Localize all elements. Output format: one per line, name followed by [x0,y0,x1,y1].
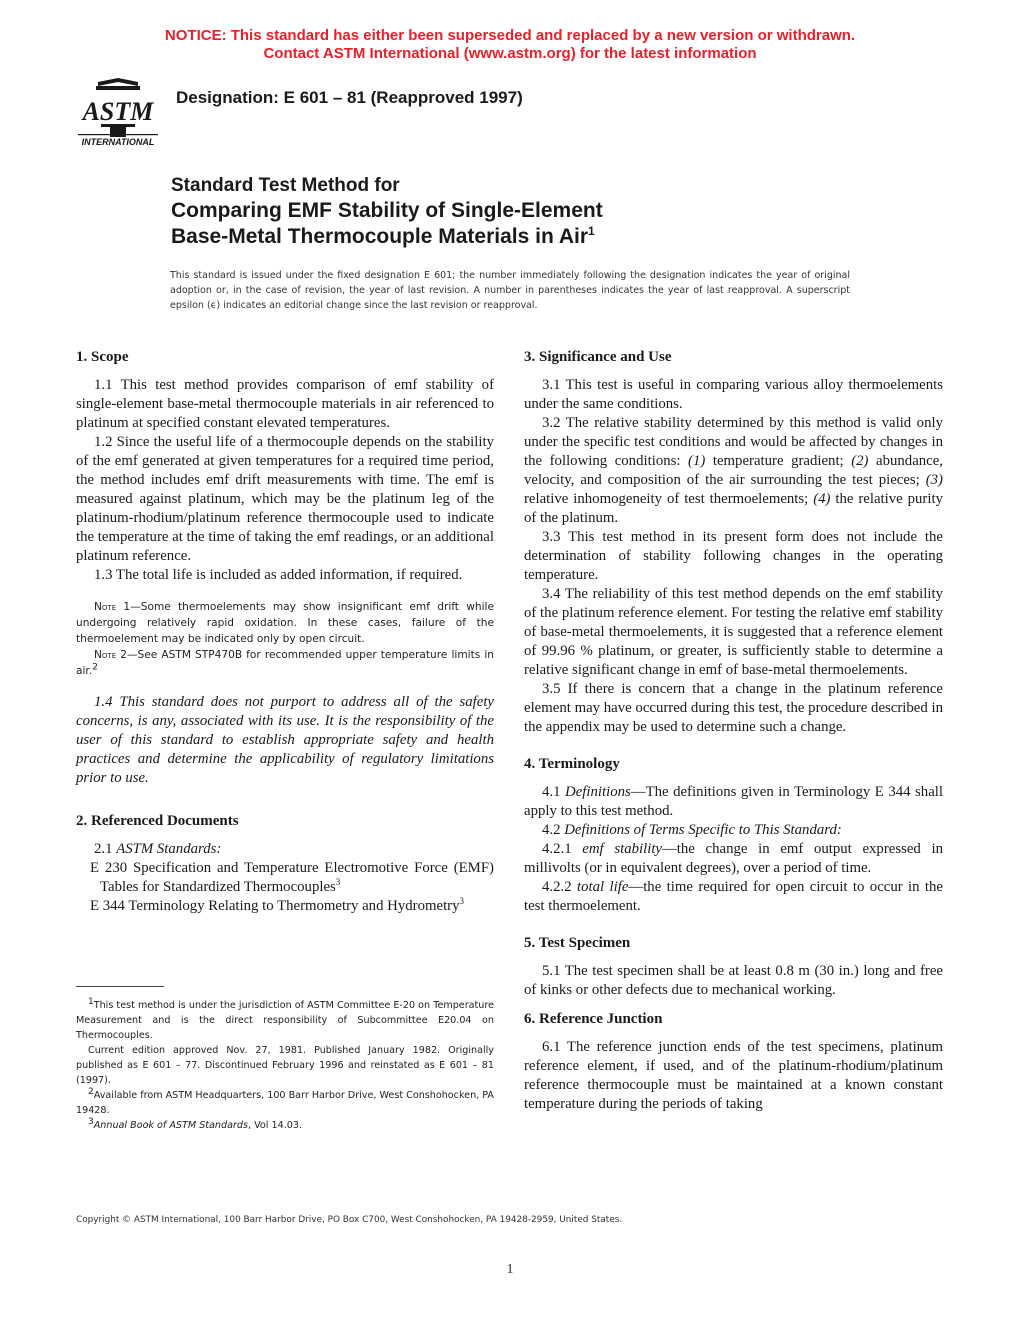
title-line-3-text: Base-Metal Thermocouple Materials in Air [171,225,588,248]
notice-banner [0,27,1020,63]
para-4-2 [524,821,943,840]
section-3-heading: 3. Significance and Use [524,349,672,365]
note-2 [76,647,494,679]
logo-text: ASTM [82,97,154,126]
para-3-2-d: relative inhomogeneity of test thermoelements; [524,491,814,507]
para-2-1-text: ASTM Standards: [116,841,222,857]
para-4-2-2-term: total life [576,879,629,895]
issuance-statement: This standard is issued under the fixed designation E 601; the number immediately following the designation indicates the year of original adoption or, in the case of revision, the year of last revision. A number in parentheses indicates the year of last reapproval. A superscript epsilon (ϵ) indicates an editorial change since the last revision or reapproval. [170,270,850,311]
ref-e230-mark: 3 [335,877,341,888]
title-line-2: Comparing EMF Stability of Single-Element [171,199,603,222]
footnote-1-b: Current edition approved Nov. 27, 1981. Published January 1982. Originally published as E 601 – 77. Discontinued February 1996 and reinstated as E 601 – 81 (1997). [76,1045,494,1086]
condition-3: (3) [925,472,943,488]
astm-logo [76,74,160,148]
footnote-rule [76,986,164,987]
para-4-2-num: 4.2 [542,822,565,838]
footnote-1 [76,998,494,1043]
para-4-2-1-term: emf stability [582,841,662,857]
footnote-2 [76,1088,494,1118]
condition-2: (2) [851,453,869,469]
condition-1: (1) [688,453,706,469]
para-2-1 [76,840,494,859]
ref-e344 [76,897,494,916]
para-6-1: 6.1 The reference junction ends of the test specimens, platinum reference element, if used, and of the platinum-rhodium/platinum reference thermocouple must be maintained at a known constant temperature during the periods of taking [524,1039,943,1112]
page-number: 1 [506,1262,514,1277]
title-line-3 [171,224,603,250]
note-2-mark: 2 [92,662,98,673]
copyright: Copyright © ASTM International, 100 Barr Harbor Drive, PO Box C700, West Conshohocken, PA 19428-2959, United States. [76,1215,623,1225]
ref-e230-text: E 230 Specification and Temperature Electromotive Force (EMF) Tables for Standardized Thermocouples [90,860,494,895]
designation: Designation: E 601 – 81 (Reapproved 1997) [176,88,523,107]
notice-line-2: Contact ASTM International (www.astm.org) for the latest information [263,45,757,62]
footnote-1-text: This test method is under the jurisdiction of ASTM Committee E-20 on Temperature Measurement and is the direct responsibility of Subcommittee E20.04 on Thermocouples. [76,1000,494,1041]
note-1 [76,599,494,647]
section-5-heading: 5. Test Specimen [524,935,631,951]
para-3-2-a: 3.2 The relative stability determined by this method is valid only under the specific test conditions and would be affected by changes in the following conditions: [524,415,943,469]
para-4-1-term: Definitions [565,784,631,800]
left-column [76,344,494,916]
para-4-2-1-text: —the change in emf output expressed in millivolts (or in equivalent degrees), over a period of time. [524,841,943,876]
footnotes [76,998,494,1133]
para-4-2-2 [524,878,943,916]
para-1-3: 1.3 The total life is included as added information, if required. [94,567,463,583]
para-3-1: 3.1 This test is useful in comparing various alloy thermoelements under the same conditions. [524,377,943,412]
right-column [524,344,943,1114]
para-3-2-e: the relative purity of the platinum. [524,491,943,526]
para-1-4-text: 1.4 This standard does not purport to address all of the safety concerns, is any, associated with its use. It is the responsibility of the user of this standard to establish appropriate safety and health practices and determine the applicability of regulatory limitations prior to use. [76,694,494,786]
note-1-label: Note 1 [94,601,131,613]
footnote-3 [76,1118,494,1133]
para-4-2-1-num: 4.2.1 [542,841,583,857]
note-2-text: —See ASTM STP470B for recommended upper temperature limits in air. [76,649,494,677]
para-4-2-2-num: 4.2.2 [542,879,577,895]
footnote-2-text: Available from ASTM Headquarters, 100 Barr Harbor Drive, West Conshohocken, PA 19428. [76,1090,494,1116]
footnote-3-title: Annual Book of ASTM Standards [93,1120,249,1131]
document-title [171,174,603,250]
para-2-1-num: 2.1 [94,841,117,857]
section-1-heading: 1. Scope [76,349,129,365]
notice-line-1: NOTICE: This standard has either been superseded and replaced by a new version or withdrawn. [164,27,856,44]
para-3-2-b: temperature gradient; [705,453,852,469]
title-line-1: Standard Test Method for [171,175,400,196]
para-4-1-num: 4.1 [542,784,566,800]
title-footnote-mark: 1 [588,224,595,238]
footnote-3-text: , Vol 14.03. [248,1120,303,1131]
para-3-2 [524,414,943,528]
ref-e344-mark: 3 [459,896,465,907]
footnote-1-mark: 1 [88,996,94,1007]
section-6-heading: 6. Reference Junction [524,1011,663,1027]
para-1-4 [76,693,494,788]
para-1-1: 1.1 This test method provides comparison of emf stability of single-element base-metal thermocouple materials in air referenced to platinum at specified constant elevated temperatures. [76,377,494,431]
condition-4: (4) [813,491,831,507]
para-4-2-1 [524,840,943,878]
para-3-2-c: abundance, velocity, and composition of the air surrounding the test pieces; [524,453,943,488]
para-3-3: 3.3 This test method in its present form does not include the determination of stability following changes in the operating temperature. [524,529,943,583]
note-1-text: —Some thermoelements may show insignificant emf drift while undergoing relatively rapid oxidation. In these cases, failure of the thermoelement may be indicated only by open circuit. [76,601,494,645]
para-4-2-2-text: —the time required for open circuit to occur in the test thermoelement. [524,879,944,914]
note-2-label: Note 2 [94,649,127,661]
footnote-3-mark: 3 [88,1116,94,1127]
footnote-2-mark: 2 [88,1086,94,1097]
para-1-2: 1.2 Since the useful life of a thermocouple depends on the stability of the emf generated at given temperatures for a required time period, the method includes emf drift measurements with time. The emf is measured against platinum, which may be the platinum leg of the platinum-rhodium/platinum reference thermocouple used to indicate the temperature at the time of taking the emf readings, or an additional platinum reference. [76,434,494,564]
para-3-5: 3.5 If there is concern that a change in the platinum reference element may have occurred during this test, the procedure described in the appendix may be used to determine such a change. [524,681,943,735]
para-3-4: 3.4 The reliability of this test method depends on the emf stability of the platinum reference element. For testing the relative emf stability of base-metal thermoelements, it is suggested that a reference element of 99.96 % platinum, or greater, is sufficiently stable to determine a relative significant change in emf of base-metal thermoelements. [524,586,943,678]
para-5-1: 5.1 The test specimen shall be at least 0.8 m (30 in.) long and free of kinks or other defects due to mechanical working. [524,963,943,998]
ref-e344-text: E 344 Terminology Relating to Thermometry and Hydrometry [90,898,460,914]
para-4-1-text: —The definitions given in Terminology E 344 shall apply to this test method. [524,784,943,819]
logo-caption: INTERNATIONAL [81,137,155,147]
para-4-2-term: Definitions of Terms Specific to This Standard: [564,822,842,838]
section-4-heading: 4. Terminology [524,756,620,772]
ref-e230 [76,859,494,897]
section-2-heading: 2. Referenced Documents [76,813,239,829]
para-4-1 [524,783,943,821]
